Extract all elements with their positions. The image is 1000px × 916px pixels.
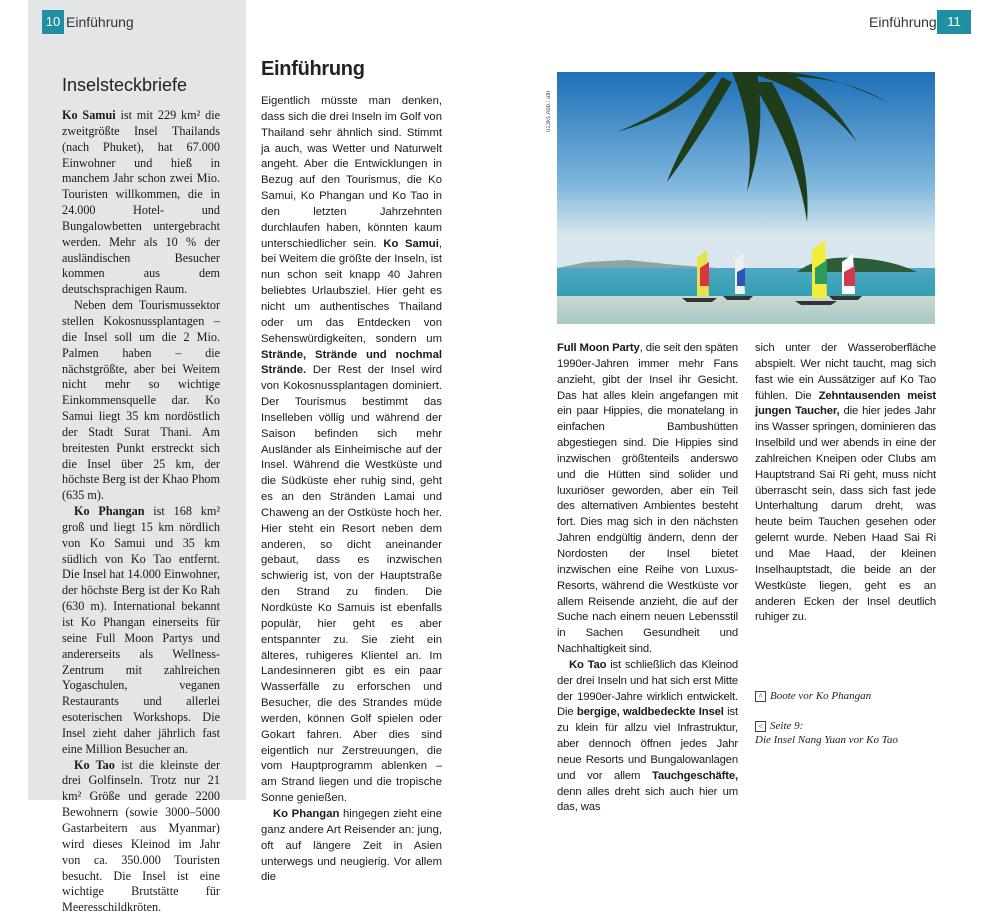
right-text-column-1 — [557, 341, 738, 816]
main-text-column — [261, 94, 442, 886]
infobox-title: Inselsteckbriefe — [62, 75, 188, 95]
infobox-paragraph: Ko Samui ist mit 229 km² die zweitgrößte Insel Thailands (nach Phuket), hat 67.000 Einwohner und hieß in manchem Jahr schon zwei Mio. Touristen willkommen, die in 24.000 Hotel- und Bungalowbetten untergebracht werden. Mehr als 10 % der ausländischen Besucher kommen aus dem deutschsprachigen Raum. — [62, 108, 220, 297]
highlight-text: Zehntausenden meist jungen Taucher, — [755, 389, 936, 418]
highlight-text: Tauchgeschäfte, — [651, 769, 738, 782]
caption-text: Boote vor Ko Phangan — [770, 690, 872, 702]
body-paragraph: Ko Tao ist schließlich das Kleinod der drei Inseln und hat sich erst Mitte der 1990er-Jahre wirklich entwickelt. Die bergige, waldbedeckte Insel ist zu klein für allzu viel Infrastruktur, aber dennoch öffnen jedes Jahr neue Resorts und Bungalowanlagen und vor allem Tauchgeschäfte, denn alles dreht sich auch hier um das, was — [557, 658, 738, 814]
highlight-text: bergige, waldbedeckte Insel — [576, 706, 724, 719]
caption-text: Seite 9: — [770, 720, 804, 732]
highlight-text: Full Moon Party — [557, 342, 640, 354]
arrow-left-icon: < — [755, 721, 766, 732]
beach-photo — [557, 72, 935, 324]
highlight-text: Ko Samui — [383, 237, 439, 250]
photo-credit: 013ks Abb.: ath — [546, 90, 552, 132]
highlight-text: Strände, Strände und nochmal Strände. — [261, 348, 442, 377]
island-name: Ko Tao — [74, 757, 115, 772]
photo-caption-2 — [755, 719, 945, 747]
infobox-paragraph: Neben dem Tourismussektor stellen Kokosnussplantagen – die Insel soll um die 2 Mio. Palmen haben – die nächstgrößte, aber bei Weitem nicht mehr so wichtige Einkommensquelle dar. Ko Samui liegt 35 km nordöstlich der Stadt Surat Thani. Am breitesten Punkt erstreckt sich die Insel über 25 km, der höchste Berg ist der Khao Phom (635 m). — [62, 298, 220, 503]
highlight-text: Ko Tao — [569, 658, 607, 671]
caption-text: Die Insel Nang Yuan vor Ko Tao — [755, 734, 898, 746]
running-title-left: Einführung — [66, 14, 134, 30]
body-paragraph: Eigentlich müsste man denken, dass sich die drei Inseln im Golf von Thailand sehr ähnlich sind. Stimmt ja auch, was Wetter und Naturwelt angeht. Aber die Entwicklungen in Bezug auf den Tourismus, die Ko Samui, Ko Phangan und Ko Tao in den letzten Jahrzehnten durchlaufen haben, könnten kaum unterschiedlicher sein. Ko Samui, bei Weitem die größte der Inseln, ist nun schon seit knapp 40 Jahren beliebtes Urlaubsziel. Hier geht es nicht um authentisches Thailand oder um das Entdecken von Sehenswürdigkeiten, sondern um Strände, Strände und nochmal Strände. Der Rest der Insel wird von Kokosnussplantagen dominiert. Der Tourismus bestimmt das Inselleben völlig und während der Saison befinden sich mehr Ausländer als Einheimische auf der Insel. Während die Westküste und die Südküste eher ruhig sind, geht es an den Stränden Lamai und Chaweng an der Ostküste hoch her. Hier steht ein Resort neben dem anderen, so dicht aneinander gebaut, dass es inzwischen schwierig ist, von der Hauptstraße den Strand zu finden. Die Nordküste Ko Samuis ist ebenfalls populär, hier geht es aber entspannter zu. Sie zieht ein älteres, ruhigeres Klientel an. Im Landesinneren gibt es ein paar Wasserfälle zu erforschen und Besucher, die des Strandes müde werden, können Golf spielen oder Gokart fahren. Aber dies sind eigentlich nur Zerstreuungen, die vom Hauptprogramm ablenken – am Strand liegen und die tropische Sonne genießen. — [261, 95, 442, 805]
body-paragraph: sich unter der Wasseroberfläche abspielt. Wer nicht taucht, mag sich fast wie ein Aussätziger auf Ko Tao fühlen. Die Zehntausenden meist jungen Taucher, die hier jedes Jahr ins Wasser springen, dominieren das Inselbild und wer abends in eine der zahlreichen Kneipen oder Clubs am Hauptstrand Sai Ri geht, muss nicht überrascht sein, dass sich fast jede Unterhaltung darum dreht, was heute beim Tauchen gesehen oder gelernt wurde. Neben Haad Sai Ri und Mae Haad, der kleinen Inselhauptstadt, die beide an der Westküste liegen, geht es an anderen Ecken der Insel deutlich ruhiger zu. — [755, 342, 936, 624]
body-paragraph: Full Moon Party, die seit den späten 1990er-Jahren immer mehr Fans anzieht, gibt der Insel ihr Gesicht. Das hat alles klein angefangen mit ein paar Hippies, die monatelang in einfachen Bambushütten abgestiegen sind. Die Hippies sind inzwischen größtenteils anderswo und die Hütten sind solider und luxuriöser geworden, aber ein Teil des alternativen Ambientes besteht fort. Dies mag sich in den nächsten Jahren endgültig ändern, denn der Nordosten der Insel bietet inzwischen eine Reihe von Luxus-Resorts, während die Westküste vor allem Reisende anzieht, die auf der Suche nach einem neuen Lebensstil in Sachen Gesundheit und Nachhaltigkeit sind. — [557, 342, 739, 656]
right-text-column-2 — [755, 341, 936, 626]
page-number-left: 10 — [42, 10, 64, 34]
island-name: Ko Samui — [62, 108, 116, 122]
chapter-heading: Einführung — [261, 58, 365, 80]
infobox-paragraph: Ko Phangan ist 168 km² groß und liegt 15 km nördlich von Ko Samui und 35 km südlich von Ko Tao entfernt. Die Insel hat 14.000 Einwohner, der höchste Berg ist der Ko Rah (630 m). International bekannt ist Ko Phangan einerseits für seine Full Moon Partys und andererseits als Wellness-Zentrum mit zahlreichen Yogaschulen, veganen Restaurants und allerlei esoterischen Workshops. Die Insel zieht daher jährlich fast eine Million Besucher an. — [62, 504, 220, 756]
island-name: Ko Phangan — [74, 504, 145, 519]
infobox-paragraph: Ko Tao ist die kleinste der drei Golfinseln. Trotz nur 21 km² Größe und gerade 2200 Bewohnern (sowie 3000–5000 Gastarbeitern aus Myanmar) wird dieses Kleinod im Jahr von ca. 350.000 Touristen besucht. Die Insel ist eine wichtige Brutstätte für Meeresschildkröten. — [62, 757, 220, 915]
highlight-text: Ko Phangan — [273, 807, 340, 820]
running-title-right: Einführung — [869, 14, 937, 30]
page-number-right: 11 — [937, 10, 971, 34]
body-paragraph: Ko Phangan hingegen zieht eine ganz andere Art Reisender an: jung, oft auf längere Zeit in Asien unterwegs und neugierig. Vor allem die — [261, 807, 442, 884]
infobox-text — [62, 108, 220, 916]
arrow-up-icon: ^ — [755, 691, 766, 702]
photo-caption-1 — [755, 689, 945, 703]
